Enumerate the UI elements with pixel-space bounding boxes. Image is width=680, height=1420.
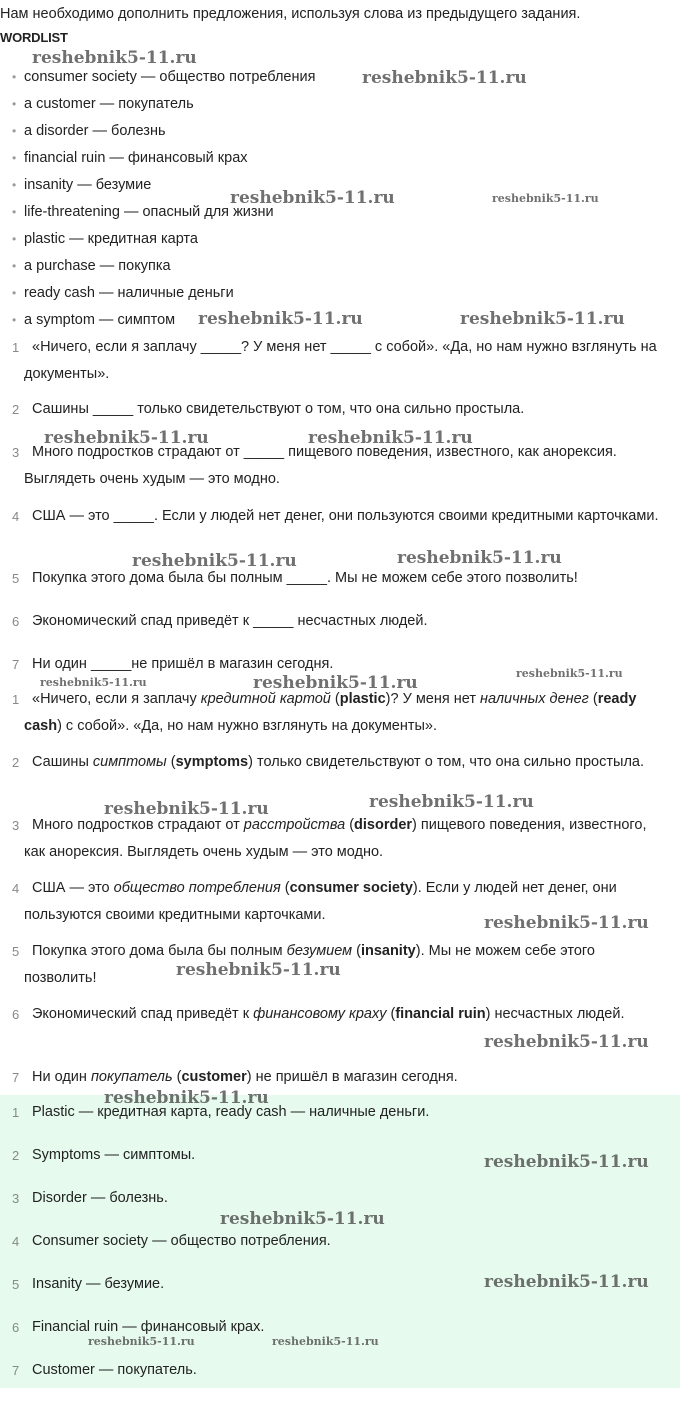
bullet-icon: • xyxy=(12,259,17,273)
answer-text: ) не пришёл в магазин сегодня. xyxy=(246,1069,458,1085)
watermark: reshebnik5-11.ru xyxy=(272,1335,379,1348)
bullet-icon: • xyxy=(12,151,17,165)
task-number: 4 xyxy=(12,509,20,524)
watermark: reshebnik5-11.ru xyxy=(253,673,418,693)
bullet-icon: • xyxy=(12,232,17,246)
answer-number: 7 xyxy=(12,1070,20,1085)
answer-english-word: symptoms xyxy=(175,754,249,770)
task-sentence: 3 Много подростков страдают от _____ пищевого поведения, известного, как анорексия. Выглядеть очень худым — это модно. xyxy=(0,439,660,493)
wordlist-item: • ready cash — наличные деньги xyxy=(12,285,234,301)
answer-text: ). Если у людей нет денег, они пользуются своими кредитными карточками. xyxy=(24,880,617,923)
watermark: reshebnik5-11.ru xyxy=(32,48,197,68)
answer-sentence xyxy=(0,1064,660,1091)
wordlist-item: • a symptom — симптом xyxy=(12,312,176,328)
task-sentence: 7 Ни один _____не пришёл в магазин сегодня. xyxy=(0,651,660,678)
bullet-icon: • xyxy=(12,313,17,327)
solution-number: 1 xyxy=(12,1105,20,1120)
task-number: 3 xyxy=(12,445,20,460)
solution-line: 4 Consumer society — общество потребления. xyxy=(0,1228,660,1255)
solution-number: 6 xyxy=(12,1320,20,1335)
watermark: reshebnik5-11.ru xyxy=(397,548,562,568)
answer-number: 3 xyxy=(12,818,20,833)
bullet-icon: • xyxy=(12,97,17,111)
answer-text: )? У меня нет xyxy=(385,691,480,707)
watermark: reshebnik5-11.ru xyxy=(492,192,599,205)
answer-text: ( xyxy=(172,1069,182,1085)
answer-text: ) пищевого поведения, известного, как анорексия. Выглядеть очень худым — это модно. xyxy=(24,817,647,860)
solution-line: 5 Insanity — безумие. xyxy=(0,1271,660,1298)
answer-russian-word: кредитной картой xyxy=(200,691,331,707)
answer-russian-word: симптомы xyxy=(92,754,167,770)
wordlist-item: • plastic — кредитная карта xyxy=(12,231,198,247)
solution-line: 1 Plastic — кредитная карта, ready cash — наличные деньги. xyxy=(0,1099,660,1126)
answer-number: 4 xyxy=(12,881,20,896)
watermark: reshebnik5-11.ru xyxy=(460,309,625,329)
answer-text: ( xyxy=(345,817,355,833)
answer-english-word: insanity xyxy=(360,943,416,959)
answer-sentence xyxy=(0,1001,660,1028)
wordlist-item: • a customer — покупатель xyxy=(12,96,194,112)
solution-line: 6 Financial ruin — финансовый крах. xyxy=(0,1314,660,1341)
task-sentence: 1 «Ничего, если я заплачу _____? У меня нет _____ с собой». «Да, но нам нужно взглянуть на документы». xyxy=(0,334,660,388)
answer-english-word: consumer society xyxy=(289,880,413,896)
watermark: reshebnik5-11.ru xyxy=(484,913,649,933)
task-number: 2 xyxy=(12,402,20,417)
answer-text: ( xyxy=(588,691,598,707)
watermark: reshebnik5-11.ru xyxy=(132,551,297,571)
answer-text: Сашины xyxy=(32,754,93,770)
wordlist-item: • a purchase — покупка xyxy=(12,258,171,274)
task-intro: Нам необходимо дополнить предложения, используя слова из предыдущего задания. xyxy=(0,6,581,22)
watermark: reshebnik5-11.ru xyxy=(516,667,623,680)
answer-text: ( xyxy=(166,754,176,770)
wordlist-item: • a disorder — болезнь xyxy=(12,123,166,139)
bullet-icon: • xyxy=(12,124,17,138)
answer-russian-word: наличных денег xyxy=(480,691,589,707)
solution-line: 2 Symptoms — симптомы. xyxy=(0,1142,660,1169)
answer-russian-word: общество потребления xyxy=(113,880,281,896)
watermark: reshebnik5-11.ru xyxy=(104,1088,269,1108)
answer-english-word: ready cash xyxy=(24,691,637,734)
answer-russian-word: безумием xyxy=(286,943,353,959)
watermark: reshebnik5-11.ru xyxy=(362,68,527,88)
task-sentence: 6 Экономический спад приведёт к _____ несчастных людей. xyxy=(0,608,660,635)
answer-english-word: financial ruin xyxy=(395,1006,486,1022)
answer-text: ) только свидетельствуют о том, что она сильно простыла. xyxy=(248,754,644,770)
answer-text: Много подростков страдают от xyxy=(32,817,244,833)
wordlist-heading: WORDLIST xyxy=(0,30,68,45)
watermark: reshebnik5-11.ru xyxy=(104,799,269,819)
watermark: reshebnik5-11.ru xyxy=(484,1032,649,1052)
bullet-icon: • xyxy=(12,286,17,300)
solution-number: 5 xyxy=(12,1277,20,1292)
solution-line: 3 Disorder — болезнь. xyxy=(0,1185,660,1212)
solution-number: 7 xyxy=(12,1363,20,1378)
answer-english-word: plastic xyxy=(339,691,386,707)
task-number: 7 xyxy=(12,657,20,672)
bullet-icon: • xyxy=(12,205,17,219)
answer-text: Экономический спад приведёт к xyxy=(32,1006,254,1022)
watermark: reshebnik5-11.ru xyxy=(40,676,147,689)
watermark: reshebnik5-11.ru xyxy=(308,428,473,448)
answer-russian-word: финансовому краху xyxy=(253,1006,387,1022)
bullet-icon: • xyxy=(12,178,17,192)
answer-number: 5 xyxy=(12,944,20,959)
answer-text: ) с собой». «Да, но нам нужно взглянуть на документы». xyxy=(57,718,438,734)
answer-text: ) несчастных людей. xyxy=(485,1006,625,1022)
answer-sentence xyxy=(0,749,660,776)
watermark: reshebnik5-11.ru xyxy=(230,188,395,208)
answer-number: 6 xyxy=(12,1007,20,1022)
wordlist-item: • insanity — безумие xyxy=(12,177,152,193)
watermark: reshebnik5-11.ru xyxy=(484,1152,649,1172)
answer-text: Ни один xyxy=(32,1069,91,1085)
watermark: reshebnik5-11.ru xyxy=(44,428,209,448)
task-number: 1 xyxy=(12,340,20,355)
watermark: reshebnik5-11.ru xyxy=(198,309,363,329)
task-number: 5 xyxy=(12,571,20,586)
answer-text: «Ничего, если я заплачу xyxy=(32,691,201,707)
answer-english-word: disorder xyxy=(354,817,413,833)
answer-text: ( xyxy=(352,943,361,959)
watermark: reshebnik5-11.ru xyxy=(369,792,534,812)
answer-number: 1 xyxy=(12,692,20,707)
task-sentence: 2 Сашины _____ только свидетельствуют о том, что она сильно простыла. xyxy=(0,396,660,423)
solution-number: 4 xyxy=(12,1234,20,1249)
solution-number: 2 xyxy=(12,1148,20,1163)
answer-text: ( xyxy=(386,1006,396,1022)
wordlist-item: • consumer society — общество потребления xyxy=(12,69,316,85)
wordlist-item: • financial ruin — финансовый крах xyxy=(12,150,248,166)
solution-line: 7 Customer — покупатель. xyxy=(0,1357,660,1384)
task-sentence: 5 Покупка этого дома была бы полным _____. Мы не можем себе этого позволить! xyxy=(0,565,660,592)
answer-russian-word: покупатель xyxy=(90,1069,173,1085)
wordlist-item: • life-threatening — опасный для жизни xyxy=(12,204,274,220)
watermark: reshebnik5-11.ru xyxy=(484,1272,649,1292)
watermark: reshebnik5-11.ru xyxy=(176,960,341,980)
answer-text: ). Мы не можем себе этого позволить! xyxy=(24,943,595,986)
answer-russian-word: расстройства xyxy=(243,817,346,833)
bullet-icon: • xyxy=(12,70,17,84)
answer-number: 2 xyxy=(12,755,20,770)
watermark: reshebnik5-11.ru xyxy=(88,1335,195,1348)
answer-sentence xyxy=(0,812,660,866)
task-number: 6 xyxy=(12,614,20,629)
answer-english-word: customer xyxy=(181,1069,247,1085)
answer-text: ( xyxy=(280,880,290,896)
answer-text: ( xyxy=(330,691,340,707)
answer-text: США — это xyxy=(32,880,114,896)
solution-number: 3 xyxy=(12,1191,20,1206)
watermark: reshebnik5-11.ru xyxy=(220,1209,385,1229)
answer-text: Покупка этого дома была бы полным xyxy=(32,943,287,959)
task-sentence: 4 США — это _____. Если у людей нет денег, они пользуются своими кредитными карточками. xyxy=(0,503,660,530)
answer-sentence xyxy=(0,686,660,740)
